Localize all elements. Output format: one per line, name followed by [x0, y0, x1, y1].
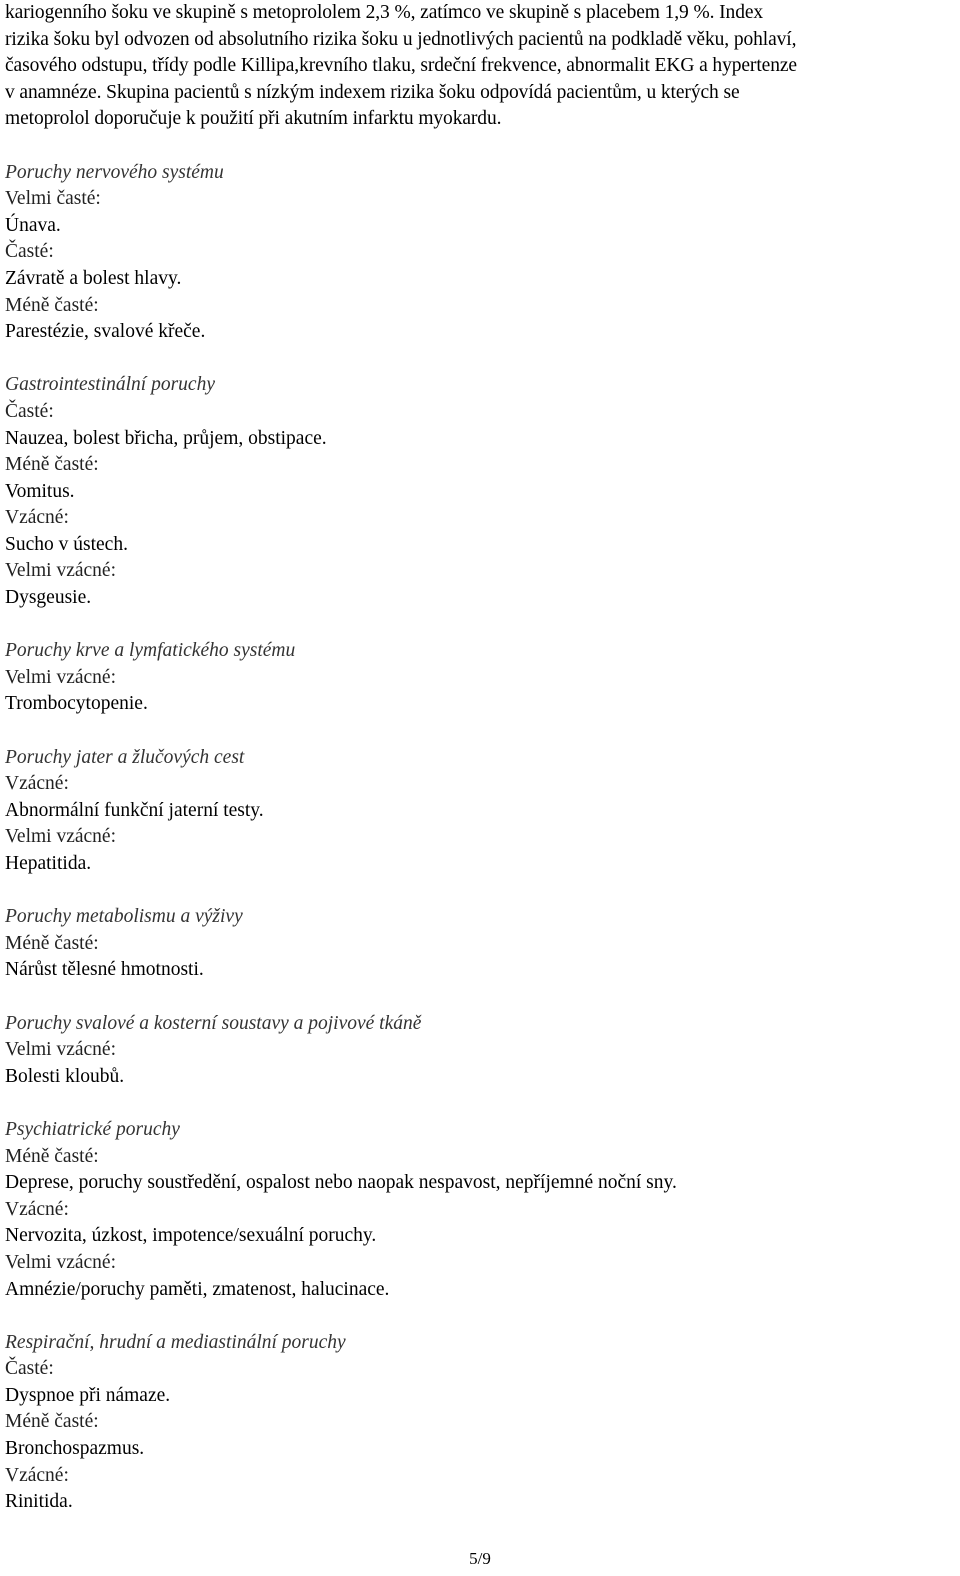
effect-text: Nárůst tělesné hmotnosti. — [5, 959, 204, 981]
frequency-label: Velmi vzácné: — [5, 1251, 116, 1273]
frequency-label: Méně časté: — [5, 1145, 99, 1167]
frequency-label: Velmi vzácné: — [5, 666, 116, 688]
section-psychiatric — [5, 1117, 955, 1303]
effect-text: Vomitus. — [5, 480, 75, 502]
section-musculoskeletal — [5, 1011, 955, 1091]
intro-line: kariogenního šoku ve skupině s metoprololem 2,3 %, zatímco ve skupině s placebem 1,9 %. Index — [5, 2, 764, 23]
effect-text: Rinitida. — [5, 1491, 73, 1513]
frequency-label: Vzácné: — [5, 1198, 69, 1220]
section-heading: Poruchy metabolismu a výživy — [5, 906, 243, 928]
effect-text: Bronchospazmus. — [5, 1438, 145, 1460]
frequency-label: Vzácné: — [5, 507, 69, 529]
intro-line: v anamnéze. Skupina pacientů s nízkým indexem rizika šoku odpovídá pacientům, u kterých se — [5, 81, 740, 103]
effect-text: Amnézie/poruchy paměti, zmatenost, halucinace. — [5, 1278, 390, 1300]
section-heading: Poruchy nervového systému — [5, 161, 224, 183]
frequency-label: Časté: — [5, 1358, 54, 1380]
effect-text: Bolesti kloubů. — [5, 1065, 125, 1087]
section-nervous-system — [5, 160, 955, 346]
frequency-label: Vzácné: — [5, 1464, 69, 1486]
effect-text: Trombocytopenie. — [5, 693, 148, 715]
section-blood-lymphatic — [5, 638, 955, 718]
section-heading: Gastrointestinální poruchy — [5, 374, 215, 396]
effect-text: Únava. — [5, 214, 61, 236]
frequency-label: Časté: — [5, 400, 54, 422]
frequency-label: Časté: — [5, 241, 54, 263]
section-heading: Poruchy krve a lymfatického systému — [5, 640, 296, 662]
frequency-label: Velmi vzácné: — [5, 826, 116, 848]
section-liver-biliary — [5, 745, 955, 878]
page-footer — [0, 1548, 960, 1570]
effect-text: Parestézie, svalové křeče. — [5, 321, 206, 343]
intro-paragraph — [5, 0, 955, 133]
section-heading: Psychiatrické poruchy — [5, 1118, 180, 1140]
effect-text: Dysgeusie. — [5, 587, 92, 609]
effect-text: Deprese, poruchy soustředění, ospalost nebo naopak nespavost, nepříjemné noční sny. — [5, 1172, 677, 1194]
frequency-label: Méně časté: — [5, 932, 99, 954]
section-heading: Poruchy svalové a kosterní soustavy a pojivové tkáně — [5, 1012, 422, 1034]
effect-text: Nauzea, bolest břicha, průjem, obstipace. — [5, 427, 327, 449]
intro-line: časového odstupu, třídy podle Killipa,krevního tlaku, srdeční frekvence, abnormalit EKG a hypertenze — [5, 55, 797, 77]
frequency-label: Velmi vzácné: — [5, 1039, 116, 1061]
effect-text: Abnormální funkční jaterní testy. — [5, 799, 264, 821]
frequency-label: Vzácné: — [5, 773, 69, 795]
effect-text: Nervozita, úzkost, impotence/sexuální poruchy. — [5, 1225, 377, 1247]
effect-text: Závratě a bolest hlavy. — [5, 267, 182, 289]
frequency-label: Velmi časté: — [5, 188, 101, 210]
effect-text: Dyspnoe při námaze. — [5, 1384, 171, 1406]
document-page — [5, 0, 955, 1516]
section-gastrointestinal — [5, 372, 955, 611]
section-heading: Poruchy jater a žlučových cest — [5, 746, 245, 768]
effect-text: Sucho v ústech. — [5, 533, 128, 555]
frequency-label: Velmi vzácné: — [5, 560, 116, 582]
frequency-label: Méně časté: — [5, 454, 99, 476]
page-number: 5/9 — [469, 1549, 491, 1568]
intro-line: rizika šoku byl odvozen od absolutního rizika šoku u jednotlivých pacientů na podkladě věku, pohlaví, — [5, 28, 797, 50]
section-heading: Respirační, hrudní a mediastinální poruchy — [5, 1331, 346, 1353]
frequency-label: Méně časté: — [5, 294, 99, 316]
intro-line: metoprolol doporučuje k použití při akutním infarktu myokardu. — [5, 108, 502, 130]
effect-text: Hepatitida. — [5, 853, 92, 874]
frequency-label: Méně časté: — [5, 1411, 99, 1433]
section-respiratory — [5, 1330, 955, 1516]
section-metabolism — [5, 904, 955, 984]
